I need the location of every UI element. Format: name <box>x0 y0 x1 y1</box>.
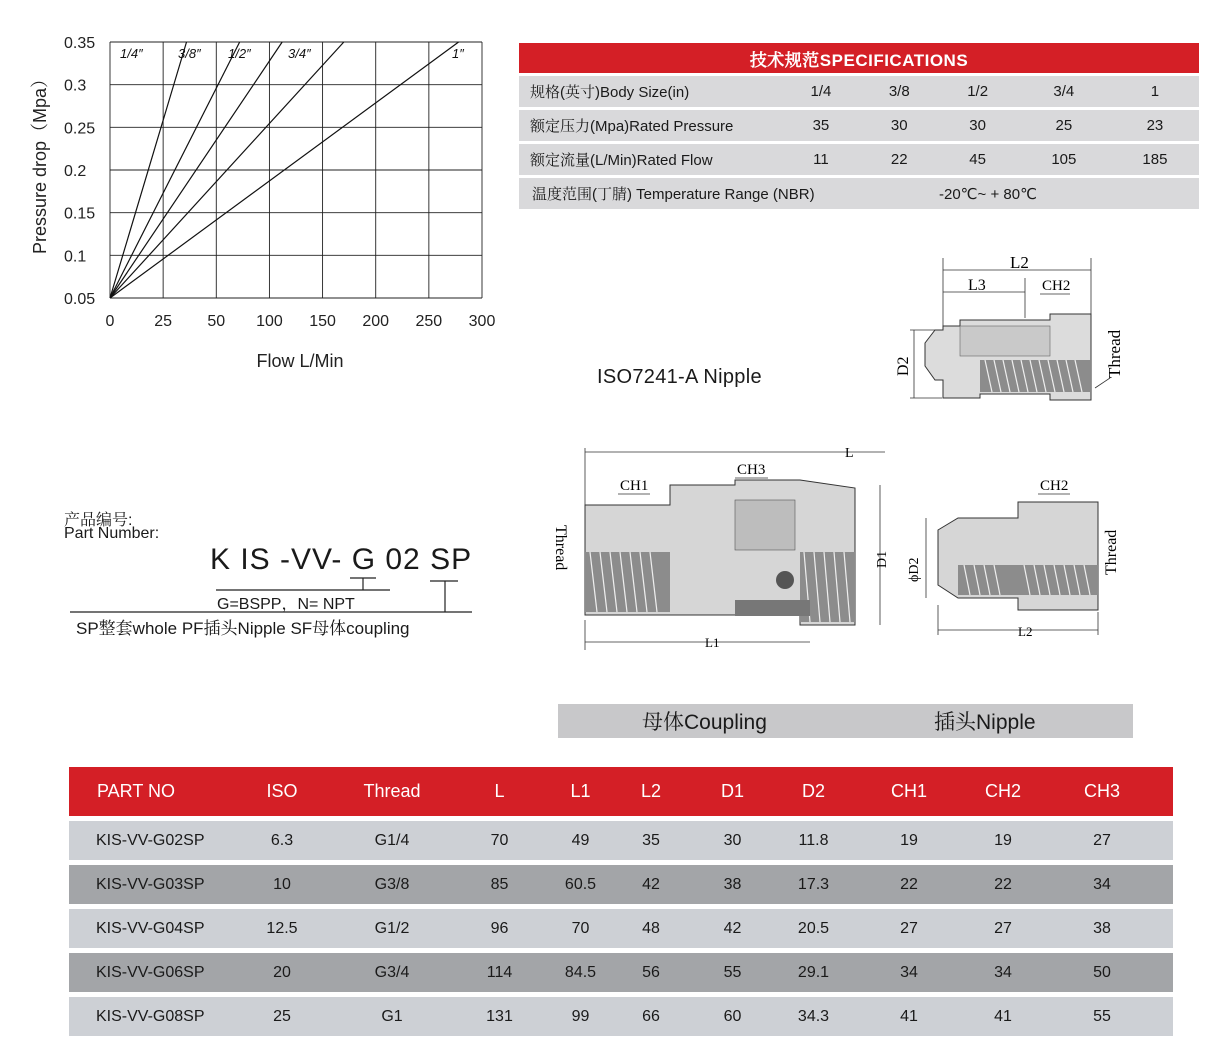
series-label: 3/8″ <box>178 46 201 61</box>
coupling-sleeve <box>735 500 795 550</box>
header-cell: CH3 <box>1083 781 1120 801</box>
spec-temp-value: -20℃~ + 80℃ <box>939 185 1037 203</box>
table-cell: 41 <box>900 1007 918 1025</box>
spec-label: 规格(英寸)Body Size(in) <box>530 84 690 101</box>
table-cell: 55 <box>723 963 742 981</box>
header-cell: D1 <box>720 781 744 801</box>
table-cell: 27 <box>994 919 1012 937</box>
spec-temp-label: 温度范围(丁腈) Temperature Range (NBR) <box>532 186 815 203</box>
label-l1: L1 <box>705 635 720 650</box>
y-tick-label: 0.25 <box>64 120 96 138</box>
table-cell: 30 <box>723 831 742 849</box>
nipple-shoulder <box>960 326 1050 356</box>
spec-title: 技术规范SPECIFICATIONS <box>519 43 1199 73</box>
table-cell: 38 <box>1093 919 1111 937</box>
x-tick-label: 50 <box>207 313 226 330</box>
table-cell: 60.5 <box>564 875 597 893</box>
part-no-cell: KIS-VV-G08SP <box>96 1007 205 1025</box>
table-cell: 20.5 <box>797 919 830 937</box>
spec-value: 23 <box>1146 117 1164 134</box>
series-label: 1/2″ <box>228 46 251 61</box>
iso-label: ISO7241-A Nipple <box>597 366 762 388</box>
locking-ball <box>776 571 794 589</box>
label-l2: L2 <box>1018 624 1033 639</box>
band-nipple: 插头Nipple <box>934 711 1036 734</box>
spec-value: 30 <box>969 117 986 134</box>
part-no-cell: KIS-VV-G04SP <box>96 919 205 937</box>
series-label: 3/4″ <box>288 46 311 61</box>
band-coupling: 母体Coupling <box>642 711 767 734</box>
label-ch2: CH2 <box>1042 278 1071 294</box>
spec-row-temperature <box>519 178 1199 209</box>
label-l3: L3 <box>968 277 986 294</box>
table-cell: 34 <box>900 963 918 981</box>
assembly-drawing <box>540 440 900 655</box>
label-ch3: CH3 <box>737 462 766 478</box>
table-row <box>69 997 1173 1036</box>
header-cell: ISO <box>266 781 298 801</box>
x-tick-label: 25 <box>154 313 173 330</box>
spec-value: 11 <box>813 151 829 168</box>
series-label: 1″ <box>452 46 464 61</box>
label-thread: Thread <box>552 525 569 571</box>
y-tick-label: 0.1 <box>64 248 87 266</box>
table-cell: 42 <box>723 919 742 937</box>
table-cell: 29.1 <box>797 963 830 981</box>
spec-value: 3/8 <box>888 83 910 100</box>
header-cell: D2 <box>801 781 825 801</box>
spec-value: 185 <box>1142 151 1168 168</box>
table-cell: 35 <box>642 831 660 849</box>
header-cell: CH2 <box>984 781 1021 801</box>
spec-label: 额定压力(Mpa)Rated Pressure <box>530 118 734 135</box>
coupling-thread <box>585 552 670 612</box>
spec-value: 105 <box>1051 151 1077 168</box>
spec-value: 30 <box>890 117 908 134</box>
label-ch2: CH2 <box>1040 478 1069 494</box>
part-number-title-cn: 产品编号: <box>64 512 133 529</box>
table-cell: 56 <box>642 963 660 981</box>
spec-label: 额定流量(L/Min)Rated Flow <box>530 152 713 169</box>
table-cell: 12.5 <box>266 919 298 937</box>
table-header <box>69 767 1173 816</box>
table-cell: 50 <box>1093 963 1111 981</box>
header-cell: PART NO <box>97 781 176 801</box>
table-cell: 85 <box>490 875 509 893</box>
table-cell: 22 <box>994 875 1012 893</box>
x-tick-label: 150 <box>309 313 336 330</box>
part-no-cell: KIS-VV-G02SP <box>96 831 205 849</box>
label-thread: Thread <box>1105 329 1124 378</box>
spec-row-rated-pressure <box>519 110 1199 141</box>
x-tick-label: 0 <box>105 313 115 330</box>
spec-value: 3/4 <box>1053 83 1075 100</box>
table-cell: 11.8 <box>798 831 829 849</box>
table-cell: 66 <box>642 1007 660 1025</box>
label-l: L <box>845 446 854 461</box>
coupling-nipple-band <box>558 704 1133 738</box>
header-cell: L2 <box>640 781 662 801</box>
table-cell: 55 <box>1093 1007 1111 1025</box>
table-cell: 34.3 <box>797 1007 830 1025</box>
table-body <box>69 821 1173 1036</box>
parts-table <box>69 767 1173 1036</box>
table-cell: 34 <box>1093 875 1111 893</box>
table-cell: 84.5 <box>564 963 597 981</box>
coupling-base <box>735 600 810 616</box>
label-thread: Thread <box>1103 529 1120 575</box>
table-cell: 41 <box>994 1007 1012 1025</box>
x-tick-label: 250 <box>415 313 443 330</box>
x-axis-label: Flow L/Min <box>256 351 344 371</box>
table-cell: 70 <box>571 919 590 937</box>
table-cell: 22 <box>900 875 918 893</box>
table-cell: 38 <box>723 875 742 893</box>
header-cell: L <box>494 781 505 801</box>
table-cell: 70 <box>490 831 509 849</box>
header-cell: Thread <box>363 781 421 801</box>
table-row <box>69 909 1173 948</box>
header-cell: L1 <box>570 781 591 801</box>
y-axis-label: Pressure drop（Mpa） <box>30 69 50 255</box>
header-cell: CH1 <box>890 781 927 801</box>
table-row <box>69 821 1173 860</box>
table-cell: G1/4 <box>374 831 410 849</box>
table-row <box>69 865 1173 904</box>
part-number-title-en: Part Number: <box>64 525 160 542</box>
label-d2: ϕD2 <box>907 557 922 582</box>
table-cell: 114 <box>486 963 513 981</box>
spec-row-rated-flow <box>519 144 1199 175</box>
table-cell: 19 <box>994 831 1012 849</box>
spec-value: 1/2 <box>967 83 989 100</box>
spec-value: 1/4 <box>810 83 832 100</box>
label-d1: D1 <box>875 550 890 568</box>
pressure-drop-chart <box>0 0 520 380</box>
part-number-options: SP整套whole PF插头Nipple SF母体coupling <box>76 619 410 638</box>
label-ch1: CH1 <box>620 478 649 494</box>
label-l2: L2 <box>1010 253 1029 272</box>
table-cell: 99 <box>571 1007 590 1025</box>
table-cell: 27 <box>1093 831 1111 849</box>
x-tick-label: 300 <box>468 313 496 330</box>
y-tick-label: 0.05 <box>64 291 96 308</box>
table-cell: 25 <box>273 1007 291 1025</box>
y-tick-label: 0.2 <box>64 163 87 180</box>
table-cell: 34 <box>994 963 1012 981</box>
table-cell: G3/4 <box>374 963 410 981</box>
spec-value: 45 <box>969 151 986 168</box>
table-cell: 19 <box>900 831 918 849</box>
table-row <box>69 953 1173 992</box>
thread-section <box>980 360 1090 392</box>
nipple-side-drawing <box>898 470 1148 645</box>
table-cell: G1 <box>381 1007 403 1025</box>
spec-value: 35 <box>812 117 830 134</box>
y-tick-label: 0.3 <box>64 77 87 95</box>
label-d2: D2 <box>895 356 912 376</box>
x-tick-label: 200 <box>362 313 390 330</box>
y-tick-label: 0.35 <box>64 35 96 52</box>
part-number-code: K IS -VV- G 02 SP <box>210 543 473 576</box>
x-tick-label: 100 <box>256 313 283 330</box>
nipple-top-drawing <box>880 248 1130 418</box>
series-label: 1/4″ <box>120 46 143 61</box>
chart-svg <box>0 0 520 380</box>
spec-value: 25 <box>1055 117 1073 134</box>
table-cell: 131 <box>486 1007 513 1025</box>
spec-value: 22 <box>890 151 908 168</box>
thread-note: G=BSPP，N= NPT <box>217 596 355 613</box>
spec-row-body-size <box>519 76 1199 107</box>
table-cell: 42 <box>642 875 660 893</box>
table-cell: 27 <box>900 919 918 937</box>
leader <box>1095 378 1110 388</box>
table-cell: 60 <box>723 1007 742 1025</box>
specifications-table <box>519 43 1199 209</box>
part-no-cell: KIS-VV-G06SP <box>96 963 205 981</box>
spec-value: 1 <box>1150 83 1160 100</box>
table-cell: 6.3 <box>270 831 294 849</box>
table-cell: 20 <box>273 963 291 981</box>
table-cell: G3/8 <box>374 875 410 893</box>
table-cell: 10 <box>273 875 291 893</box>
table-cell: 49 <box>571 831 590 849</box>
table-cell: 17.3 <box>797 875 830 893</box>
table-cell: G1/2 <box>374 919 410 937</box>
table-cell: 96 <box>490 919 509 937</box>
y-tick-label: 0.15 <box>64 205 96 223</box>
part-no-cell: KIS-VV-G03SP <box>96 875 205 893</box>
table-cell: 48 <box>642 919 660 937</box>
